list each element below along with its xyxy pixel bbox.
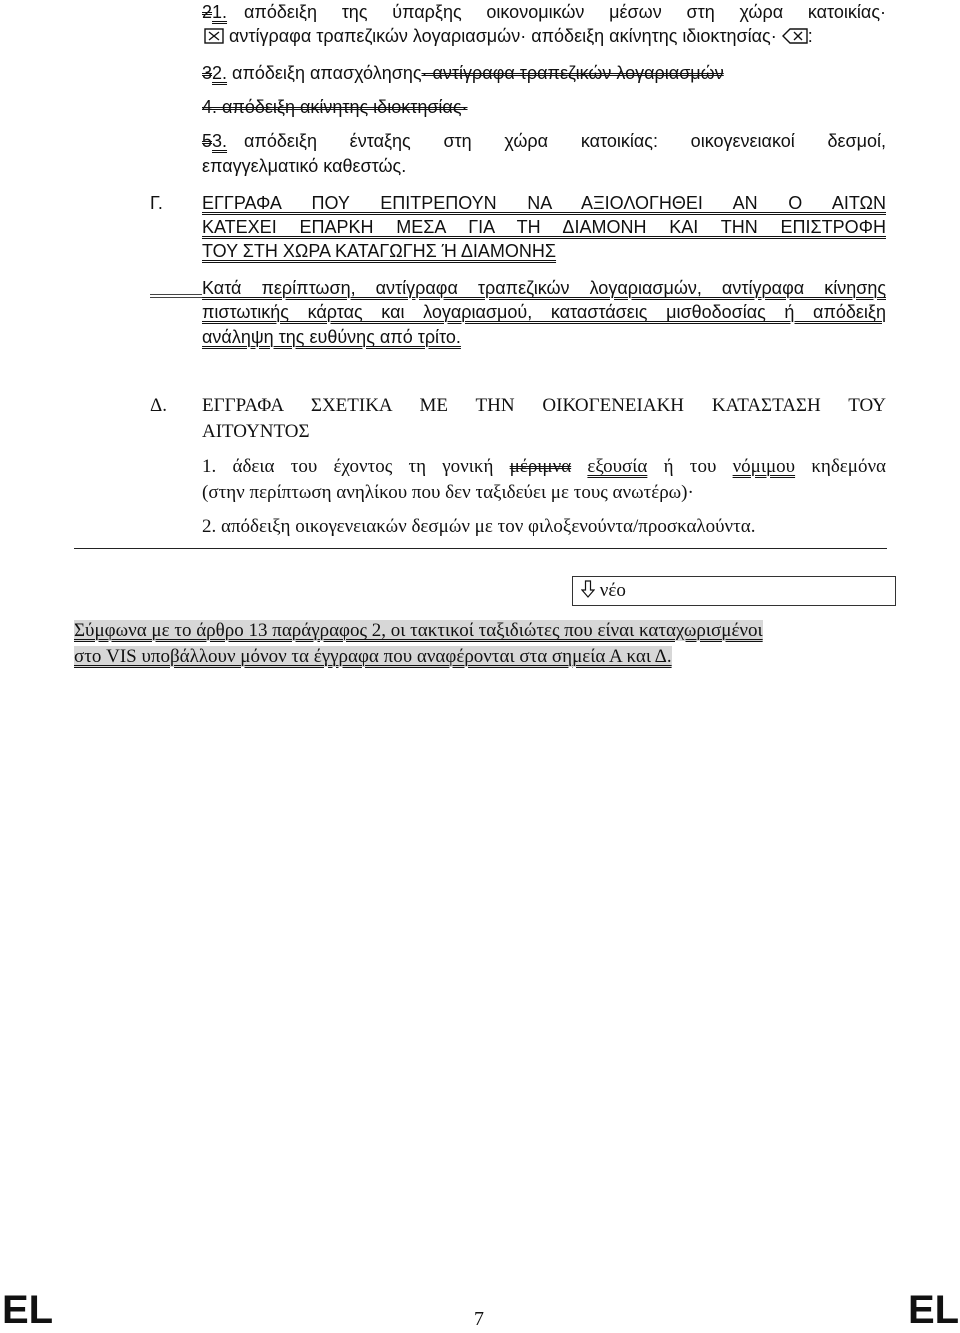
section-d-heading-1: ΕΓΓΡΑΦΑ ΣΧΕΤΙΚΑ ΜΕ ΤΗΝ ΟΙΚΟΓΕΝΕΙΑΚΗ ΚΑΤΑΣΤΑΣΗ ΤΟΥ	[202, 395, 886, 416]
section-d-item-2: 2. απόδειξη οικογενειακών δεσμών με τον φιλοξενούντα/προσκαλούντα.	[202, 516, 756, 537]
underline-rule	[150, 294, 202, 298]
down-arrow-icon	[581, 580, 595, 602]
section-d-heading-2: ΑΙΤΟΥΝΤΟΣ	[202, 421, 310, 442]
inserted-word: εξουσία	[587, 456, 648, 477]
struck-word: μέριμνα	[509, 456, 572, 477]
item-4-line-1	[202, 131, 227, 152]
footer-language-right: EL	[908, 1288, 960, 1332]
item-1-line-1	[202, 2, 227, 23]
new-marker: νέο	[581, 580, 626, 602]
boxed-x-icon	[204, 26, 224, 47]
page-number: 7	[474, 1308, 484, 1330]
item-2: 32. απόδειξη απασχόλησης· αντίγραφα τραπεζικών λογαριασμών	[202, 63, 724, 83]
inserted-word: νόμιμου	[732, 456, 796, 477]
section-d-item-1-line-1: 1. άδεια του έχοντος τη γονική μέριμνα εξουσία ή του νόμιμου κηδεμόνα	[202, 456, 886, 477]
section-g-heading-3: ΤΟΥ ΣΤΗ ΧΩΡΑ ΚΑΤΑΓΩΓΗΣ Ή ΔΙΑΜΟΝΗΣ	[202, 241, 557, 261]
item-3-struck: 4. απόδειξη ακίνητης ιδιοκτησίας·	[202, 97, 468, 117]
section-g-letter: Γ.	[150, 193, 163, 213]
delete-key-icon	[782, 26, 808, 47]
section-g-heading-1: ΕΓΓΡΑΦΑ ΠΟΥ ΕΠΙΤΡΕΠΟΥΝ ΝΑ ΑΞΙΟΛΟΓΗΘΕΙ ΑΝ Ο ΑΙΤΩΝ	[202, 193, 886, 213]
struck-text: · αντίγραφα τραπεζικών λογαριασμών	[421, 63, 724, 83]
new-number: 3.	[212, 131, 228, 151]
section-g-body-3: ανάληψη της ευθύνης από τρίτο.	[202, 327, 461, 347]
new-number: 1.	[212, 2, 228, 22]
section-g-heading-2: ΚΑΤΕΧΕΙ ΕΠΑΡΚΗ ΜΕΣΑ ΓΙΑ ΤΗ ΔΙΑΜΟΝΗ ΚΑΙ ΤΗΝ ΕΠΙΣΤΡΟΦΗ	[202, 217, 886, 237]
new-marker-box	[572, 576, 896, 606]
section-g-body-2: πιστωτικής κάρτας και λογαριασμού, καταστάσεις μισθοδοσίας ή απόδειξη	[202, 302, 886, 322]
section-d-item-1-line-2: (στην περίπτωση ανηλίκου που δεν ταξιδεύει με τους ανωτέρω)·	[202, 482, 694, 503]
old-number: 5	[202, 131, 213, 151]
old-number: 3	[202, 63, 213, 83]
old-number: 2	[202, 2, 213, 22]
item-4-line-2: επαγγελματικό καθεστώς.	[202, 156, 407, 176]
new-text-line-2: στο VIS υποβάλλουν μόνον τα έγγραφα που αναφέρονται στα σημεία Α και Δ.	[74, 646, 672, 667]
new-number: 2.	[212, 63, 228, 83]
section-d-letter: Δ.	[150, 395, 167, 416]
section-divider	[74, 548, 887, 549]
new-text-line-1: Σύμφωνα με το άρθρο 13 παράγραφος 2, οι τακτικοί ταξιδιώτες που είναι καταχωρισμένοι	[74, 620, 763, 641]
item-1-text: απόδειξη της ύπαρξης οικονομικών μέσων στη χώρα κατοικίας·	[244, 2, 886, 22]
section-g-body-1: Κατά περίπτωση, αντίγραφα τραπεζικών λογαριασμών, αντίγραφα κίνησης	[202, 278, 886, 298]
item-4-text: απόδειξη ένταξης στη χώρα κατοικίας: οικογενειακοί δεσμοί,	[244, 131, 886, 151]
item-1-line-2: αντίγραφα τραπεζικών λογαριασμών· απόδειξη ακίνητης ιδιοκτησίας· :	[204, 26, 813, 47]
footer-language-left: EL	[2, 1288, 54, 1332]
